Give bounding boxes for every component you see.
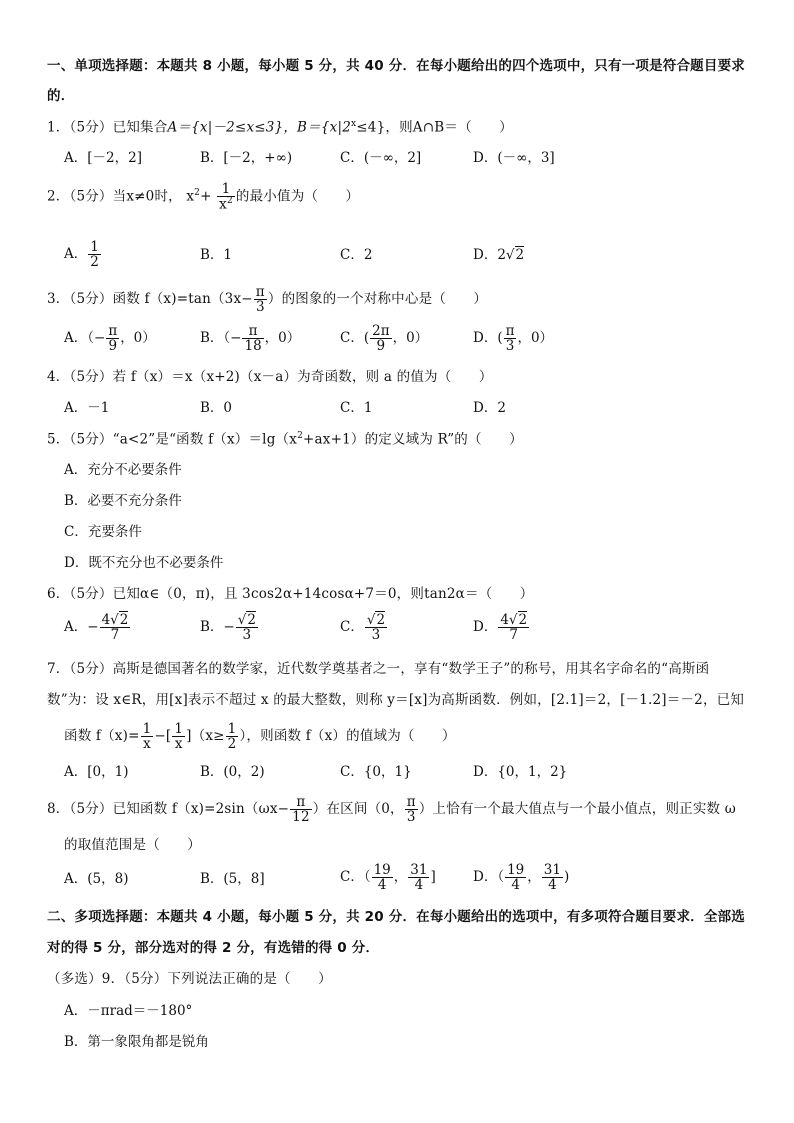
section-1-heading-line2: 的．	[47, 88, 75, 104]
question-6-option-a: A．− $\frac{4√2}{7}$	[64, 612, 129, 644]
question-2-option-d: D．2√2	[473, 247, 525, 263]
question-6-stem: 6．（5分）已知α∈（0，π)，且 3cos2α+14cosα+7＝0，则tan2α＝（ ）	[47, 586, 534, 602]
question-8-option-b: B．(5，8]	[200, 871, 265, 887]
question-5-option-c: C．充要条件	[64, 524, 142, 540]
question-7-line3: 函数 f（x)= $\frac{1}{x}$ −[ $\frac{1}{x}$ ]（x≥ $\frac{1}{2}$ ），则函数 f（x）的值域为（ ）	[64, 721, 456, 753]
question-1-stem: 1．（5分）已知集合A＝{x|－2≤x≤3}，$B=\{x|2^x\le 4\}$，则A∩B＝（ ）	[47, 119, 513, 136]
question-3-option-a: A．（− $\frac{\pi}{9}$ ，0）	[64, 323, 156, 355]
question-7-option-d: D．{0，1，2}	[473, 764, 568, 780]
question-7-option-c: C．{0，1}	[340, 764, 412, 780]
section-2-heading-line1: 二、多项选择题：本题共 4 小题，每小题 5 分，共 20 分．在每小题给出的选项中，有多项符合题目要求．全部选	[47, 909, 745, 925]
question-4-option-b: B．0	[200, 400, 233, 416]
question-2-option-a: A． $\frac{1}{2}$	[64, 239, 99, 271]
question-8-option-a: A．(5，8)	[64, 871, 129, 887]
question-9-stem: （多选）9．（5分）下列说法正确的是（ ）	[47, 971, 332, 987]
question-5-option-b: B．必要不充分条件	[64, 493, 182, 509]
question-5-stem: 5．（5分）“a<2”是“函数 $f(x)=\lg(x^2+ax+1)$的定义域为 R”的（ ）	[47, 431, 523, 448]
question-9-option-b: B．第一象限角都是锐角	[64, 1034, 209, 1050]
question-2-stem: 2．（5分）当x≠0时， $x^2+$ $\frac{1}{x^2}$ 的最小值为（ ）	[47, 181, 360, 213]
question-6-option-d: D． $\frac{4√2}{7}$	[473, 612, 528, 644]
question-3-option-d: D．( $\frac{\pi}{3}$ ，0）	[473, 323, 554, 355]
section-1-heading-line1: 一、单项选择题：本题共 8 小题，每小题 5 分，共 40 分．在每小题给出的四个选项中，只有一项是符合题目要求	[47, 58, 745, 74]
question-2-option-c: C．2	[340, 247, 373, 263]
question-1-option-d: D．(－∞，3]	[473, 150, 555, 166]
question-4-option-c: C．1	[340, 400, 373, 416]
question-7-line2: 数”为：设 x∈R，用[x]表示不超过 x 的最大整数，则称 y＝[x]为高斯函数．例如，[2.1]＝2，[－1.2]＝－2，已知	[47, 692, 745, 708]
section-2-heading-line2: 对的得 5 分，部分选对的得 2 分，有选错的得 0 分．	[47, 940, 380, 956]
question-7-option-b: B．(0，2)	[200, 764, 265, 780]
question-2-fraction: $\frac{1}{x^2}$	[219, 181, 233, 213]
question-4-option-a: A．－1	[64, 400, 110, 416]
question-1-option-b: B．[－2，+∞)	[200, 150, 293, 166]
question-5-option-a: A．充分不必要条件	[64, 462, 182, 478]
question-2-option-b: B．1	[200, 247, 233, 263]
question-3-stem: 3．（5分）函数 f（x)=tan（3x− $\frac{\pi}{3}$ ）的图象的一个对称中心是（ ）	[47, 284, 488, 316]
question-4-option-d: D．2	[473, 400, 506, 416]
question-8-option-c: C．（ $\frac{19}{4}$ ， $\frac{31}{4}$ ]	[340, 862, 436, 894]
question-1-option-a: A．[－2，2]	[64, 150, 142, 166]
question-1-option-c: C．(－∞，2]	[340, 150, 422, 166]
question-6-option-b: B．− $\frac{√2}{3}$	[200, 612, 256, 644]
question-8-line1: 8．（5分）已知函数 f（x)=2sin（ωx− $\frac{\pi}{12}$ ）在区间（0， $\frac{\pi}{3}$ ）上恰有一个最大值点与一个最小值点，则正实数 ω	[47, 794, 736, 826]
question-3-option-c: C．( $\frac{2\pi}{9}$ ，0）	[340, 323, 429, 355]
question-8-line2: 的取值范围是（ ）	[64, 837, 201, 853]
question-7-line1: 7．（5分）高斯是德国著名的数学家，近代数学奠基者之一，享有“数学王子”的称号，用其名字命名的“高斯函	[47, 661, 710, 677]
question-9-option-a: A．－πrad＝－180°	[64, 1003, 193, 1019]
question-6-option-c: C． $\frac{√2}{3}$	[340, 612, 386, 644]
question-3-option-b: B．（− $\frac{\pi}{18}$ ，0）	[200, 323, 301, 355]
question-8-option-d: D．（ $\frac{19}{4}$ ， $\frac{31}{4}$ )	[473, 862, 570, 894]
question-4-stem: 4．（5分）若 f（x）＝x（x+2)（x－a）为奇函数，则 a 的值为（ ）	[47, 369, 493, 385]
question-5-option-d: D．既不充分也不必要条件	[64, 555, 224, 571]
question-7-option-a: A．[0，1)	[64, 764, 129, 780]
